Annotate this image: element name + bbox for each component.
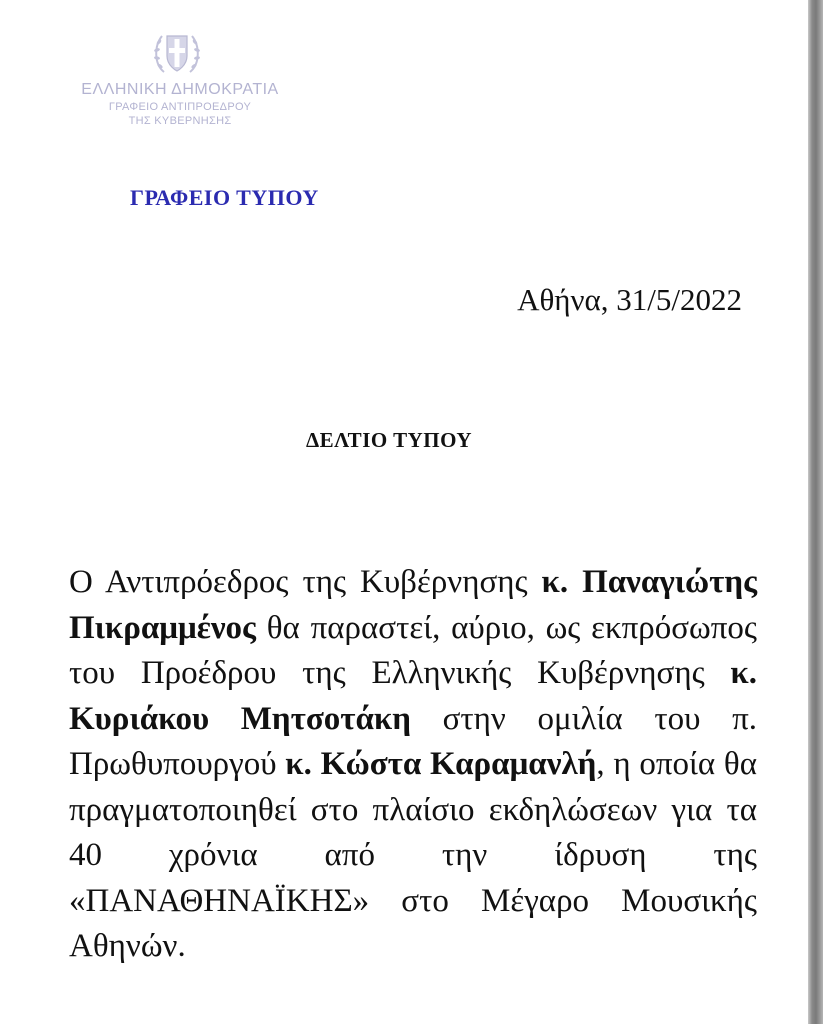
prime-minister-name: κ. Κυριάκου Μητσοτάκη (69, 655, 757, 737)
org-office-line1: ΓΡΑΦΕΙΟ ΑΝΤΙΠΡΟΕΔΡΟΥ (108, 101, 252, 113)
vice-president-name: κ. Παναγιώτης Πικραμμένος (69, 564, 757, 646)
body-text-segment: , η οποία θα πραγματοποιηθεί στο πλαίσιο εκδηλώσεων για τα 40 χρόνια από την ίδρυση της «ΠΑΝΑΘΗΝΑΪΚΗΣ» στο Μέγαρο Μουσικής Αθηνών. (69, 746, 757, 964)
former-prime-minister-name: κ. Κώστα Καραμανλή (285, 746, 597, 782)
press-office-heading: ΓΡΑΦΕΙΟ ΤΥΠΟΥ (130, 185, 319, 210)
document-title: ΔΕΛΤΙΟ ΤΥΠΟΥ (306, 428, 473, 452)
body-text-segment: θα παραστεί, αύριο, ως εκπρόσωπος του Προέδρου της Ελληνικής Κυβέρνησης (69, 609, 757, 691)
page-edge-shadow (808, 0, 823, 1024)
date-line: Αθήνα, 31/5/2022 (517, 282, 742, 317)
org-name: ΕΛΛΗΝΙΚΗ ΔΗΜΟΚΡΑΤΙΑ (81, 81, 279, 98)
letterhead (60, 80, 300, 128)
org-office-line2: ΤΗΣ ΚΥΒΕΡΝΗΣΗΣ (128, 115, 232, 127)
body-text-segment: στην ομιλία του π. Πρωθυπουργού (69, 700, 758, 782)
greek-coat-of-arms-icon (150, 26, 204, 80)
body-paragraph (69, 560, 757, 970)
body-text-segment: Ο Αντιπρόεδρος της Κυβέρνησης (69, 564, 542, 600)
